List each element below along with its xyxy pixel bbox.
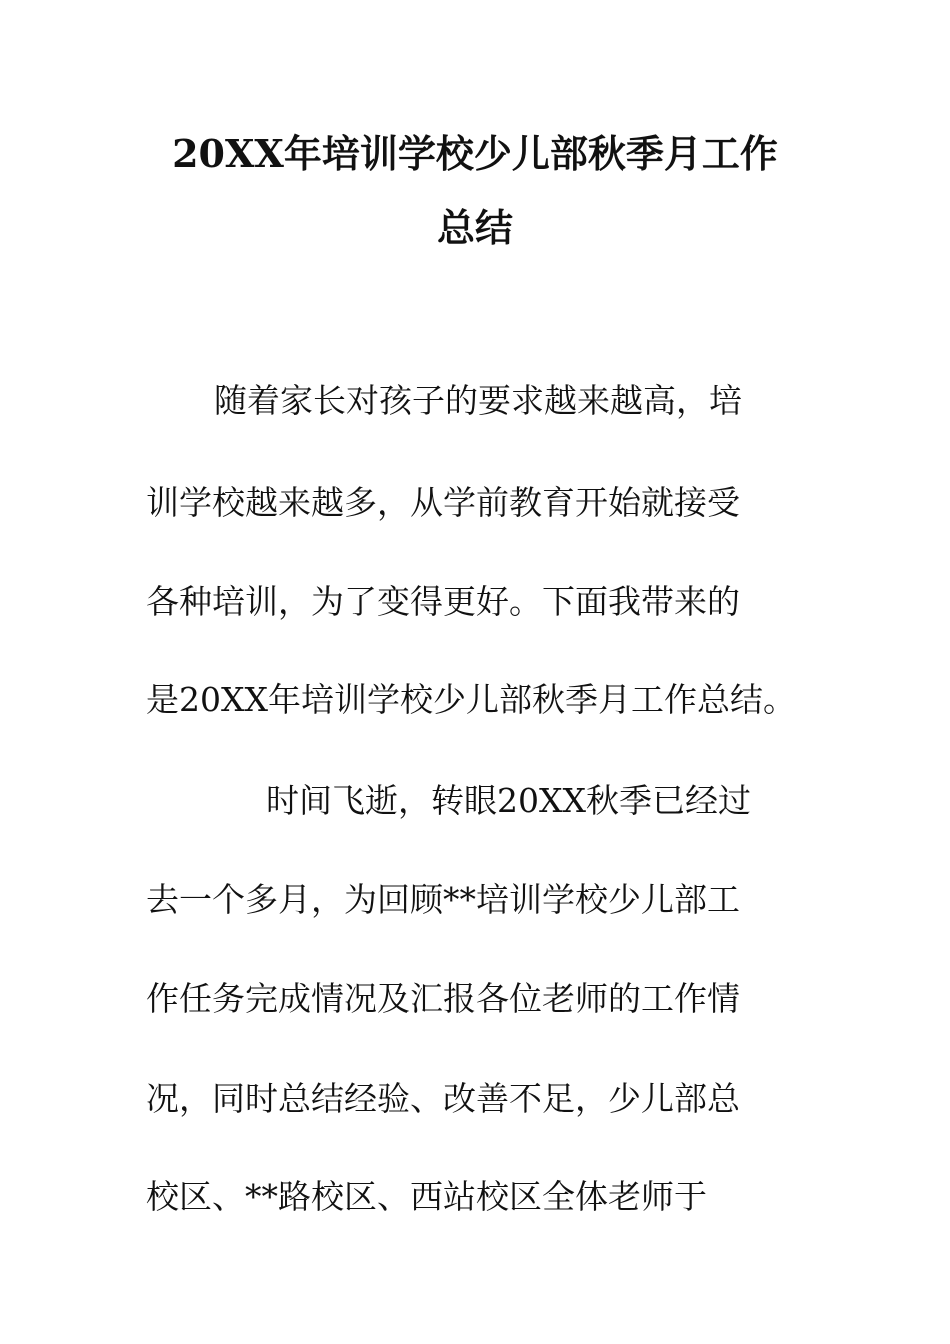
paragraph-1-line-3: 各种培训，为了变得更好。下面我带来的 — [146, 582, 740, 621]
paragraph-1-line-4: 是20XX年培训学校少儿部秋季月工作总结。 — [146, 680, 796, 719]
paragraph-2-line-3: 作任务完成情况及汇报各位老师的工作情 — [146, 979, 740, 1018]
paragraph-2-line-2: 去一个多月，为回顾**培训学校少儿部工 — [146, 880, 740, 919]
document-title-line-1: 20XX年培训学校少儿部秋季月工作 — [172, 131, 778, 176]
paragraph-2-line-5: 校区、**路校区、西站校区全体老师于 — [146, 1177, 707, 1216]
paragraph-1-line-1: 随着家长对孩子的要求越来越高，培 — [214, 381, 742, 420]
paragraph-2-line-4: 况，同时总结经验、改善不足，少儿部总 — [146, 1079, 740, 1118]
paragraph-2-line-1: 时间飞逝，转眼20XX秋季已经过 — [266, 781, 751, 820]
paragraph-1-line-2: 训学校越来越多，从学前教育开始就接受 — [146, 483, 740, 522]
document-title-line-2: 总结 — [436, 205, 513, 250]
